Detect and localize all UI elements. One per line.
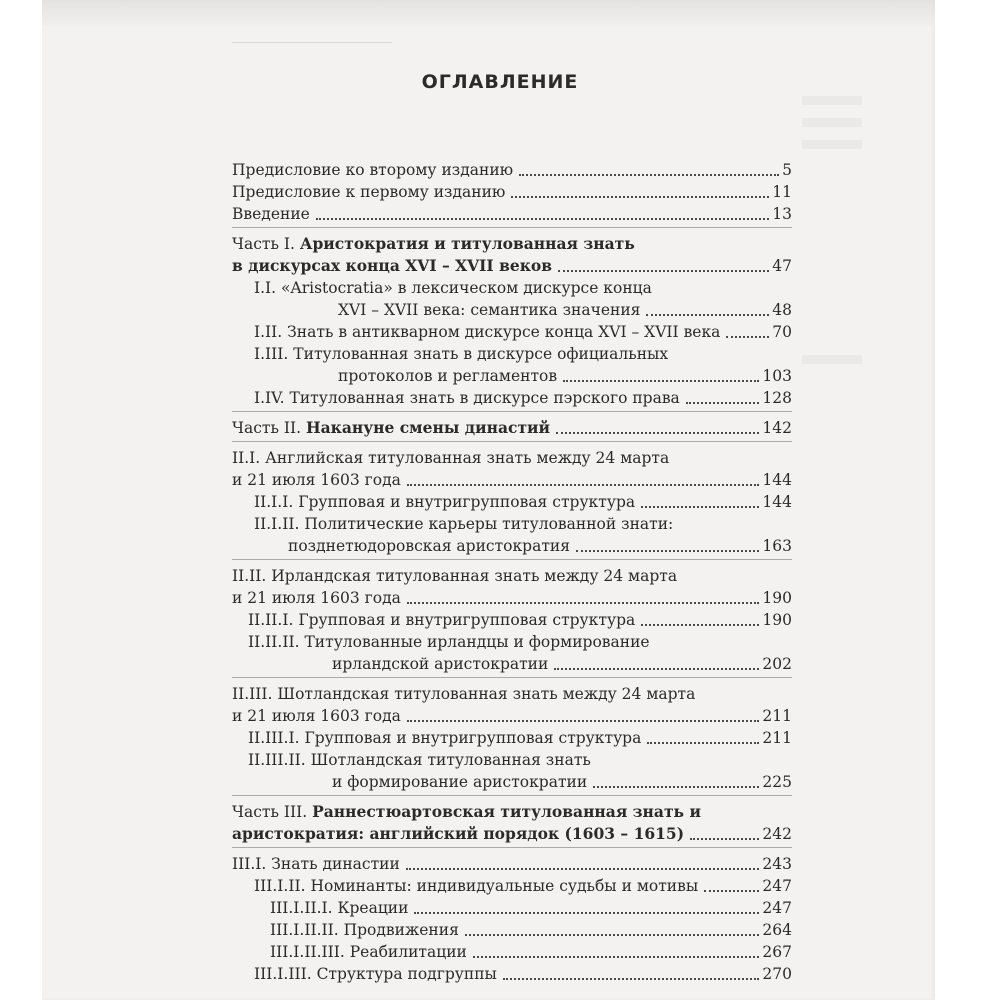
dot-leader [704,890,759,892]
entry-title: III.I.II.II. Продвижения [270,921,459,939]
entry-title: II.III. Шотландская титулованная знать между 24 марта [232,685,696,703]
page-number: 190 [762,611,792,629]
dot-leader [641,624,759,626]
dot-leader [690,838,759,840]
entry-title: I.IV. Титулованная знать в дискурсе пэрского права [254,389,680,407]
page-number: 144 [762,493,792,511]
dot-leader [414,912,759,914]
page-number: 211 [762,729,792,747]
dot-leader [316,218,769,220]
page-number: 270 [762,965,792,983]
entry-title-continued: и 21 июля 1603 года [232,707,401,725]
part-title-continued: в дискурсах конца XVI – XVII веков [232,256,552,275]
dot-leader [503,978,760,980]
dot-leader [473,956,760,958]
entry-title: III.I.II.III. Реабилитации [270,943,467,961]
section-divider [232,441,792,442]
toc-entry[interactable] [232,181,792,203]
toc-entry[interactable] [232,513,792,557]
page-number: 163 [762,537,792,555]
table-of-contents [232,159,792,985]
dot-leader [641,506,759,508]
entry-title: III.I.II. Номинанты: индивидуальные судьбы и мотивы [254,877,699,895]
toc-entry[interactable] [232,203,792,225]
page-number: 128 [762,389,792,407]
entry-title: II.II.I. Групповая и внутригрупповая структура [248,611,636,629]
entry-title-continued: и 21 июля 1603 года [232,589,401,607]
entry-title-continued: ирландской аристократии [332,655,549,673]
entry-title-continued: и формирование аристократии [332,773,588,791]
dot-leader [563,380,759,382]
top-bleed-through [42,0,935,26]
part-label: Часть III. [232,803,313,821]
toc-entry[interactable] [232,491,792,513]
page-number: 264 [762,921,792,939]
entry-title-continued: и 21 июля 1603 года [232,471,401,489]
dot-leader [576,550,759,552]
toc-entry[interactable] [232,387,792,409]
section-divider [232,559,792,560]
margin-bleed-mark [802,118,862,127]
toc-entry[interactable] [232,321,792,343]
toc-part-entry[interactable] [232,233,792,277]
section-divider [232,227,792,228]
dot-leader [511,196,769,198]
toc-heading: ОГЛАВЛЕНИЕ [421,71,579,93]
page-number: 13 [772,205,792,223]
dot-leader [593,786,759,788]
entry-title: III.I.III. Структура подгруппы [254,965,497,983]
page-number: 190 [762,589,792,607]
dot-leader [726,336,769,338]
dot-leader [686,402,760,404]
toc-entry[interactable] [232,343,792,387]
page-number: 243 [762,855,792,873]
entry-title: I.I. «Aristocratia» в лексическом дискурсе конца [254,279,652,297]
section-divider [232,847,792,848]
dot-leader [647,742,759,744]
toc-entry[interactable] [232,853,792,875]
toc-entry[interactable] [232,897,792,919]
entry-title-continued: позднетюдоровская аристократия [288,537,571,555]
page-number: 202 [762,655,792,673]
part-label: Часть II. [232,419,306,437]
section-divider [232,411,792,412]
toc-part-entry[interactable] [232,417,792,439]
page-number: 103 [762,367,792,385]
page-number: 5 [782,161,792,179]
part-title: Аристократия и титулованная знать [299,234,635,253]
entry-title-continued: протоколов и регламентов [338,367,558,385]
entry-title: Предисловие к первому изданию [232,183,506,201]
toc-entry[interactable] [232,919,792,941]
section-divider [232,795,792,796]
toc-entry[interactable] [232,447,792,491]
entry-title: Предисловие ко второму изданию [232,161,514,179]
toc-entry[interactable] [232,683,792,727]
dot-leader [465,934,760,936]
entry-title: II.II.II. Титулованные ирландцы и формирование [248,633,650,651]
toc-entry[interactable] [232,159,792,181]
page-number: 242 [762,825,792,843]
dot-leader [558,270,769,272]
page-number: 225 [762,773,792,791]
entry-title: II.I. Английская титулованная знать между 24 марта [232,449,670,467]
page-number: 247 [762,899,792,917]
page-number: 70 [772,323,792,341]
entry-title: I.III. Титулованная знать в дискурсе официальных [254,345,669,363]
entry-title-continued: XVI – XVII века: семантика значения [338,301,641,319]
toc-entry[interactable] [232,941,792,963]
toc-entry[interactable] [232,609,792,631]
page-number: 11 [772,183,792,201]
dot-leader [407,720,760,722]
toc-entry[interactable] [232,631,792,675]
dot-leader [646,314,769,316]
entry-title: II.I.I. Групповая и внутригрупповая структура [254,493,636,511]
bleed-through-line [232,42,392,43]
toc-part-entry[interactable] [232,801,792,845]
page-number: 144 [762,471,792,489]
section-divider [232,677,792,678]
entry-title: III.I.II.I. Креации [270,899,409,917]
page-number: 267 [762,943,792,961]
part-label: Часть I. [232,235,300,253]
entry-title: I.II. Знать в антикварном дискурсе конца XVI – XVII века [254,323,721,341]
dot-leader [556,432,759,434]
toc-entry[interactable] [232,565,792,609]
page-number: 142 [762,419,792,437]
margin-bleed-mark [802,140,862,149]
entry-title: II.III.I. Групповая и внутригрупповая структура [248,729,642,747]
part-title: Накануне смены династий [305,418,551,437]
part-title: Раннестюартовская титулованная знать и [312,802,701,821]
entry-title: II.I.II. Политические карьеры титулованной знати: [254,515,674,533]
page-number: 211 [762,707,792,725]
part-title-continued: аристократия: английский порядок (1603 – 1615) [232,824,685,843]
page-number: 247 [762,877,792,895]
dot-leader [519,174,779,176]
dot-leader [407,484,760,486]
dot-leader [406,868,760,870]
toc-entry[interactable] [232,277,792,321]
entry-title: II.II. Ирландская титулованная знать между 24 марта [232,567,678,585]
dot-leader [407,602,760,604]
page-number: 48 [772,301,792,319]
toc-entry[interactable] [232,749,792,793]
entry-title: III.I. Знать династии [232,855,400,873]
entry-title: II.III.II. Шотландская титулованная знать [248,751,591,769]
entry-title: Введение [232,205,310,223]
dot-leader [554,668,759,670]
toc-entry[interactable] [232,727,792,749]
margin-bleed-mark [802,96,862,105]
toc-entry[interactable] [232,875,792,897]
page-number: 47 [772,257,792,275]
margin-bleed-mark [802,355,862,364]
toc-entry[interactable] [232,963,792,985]
